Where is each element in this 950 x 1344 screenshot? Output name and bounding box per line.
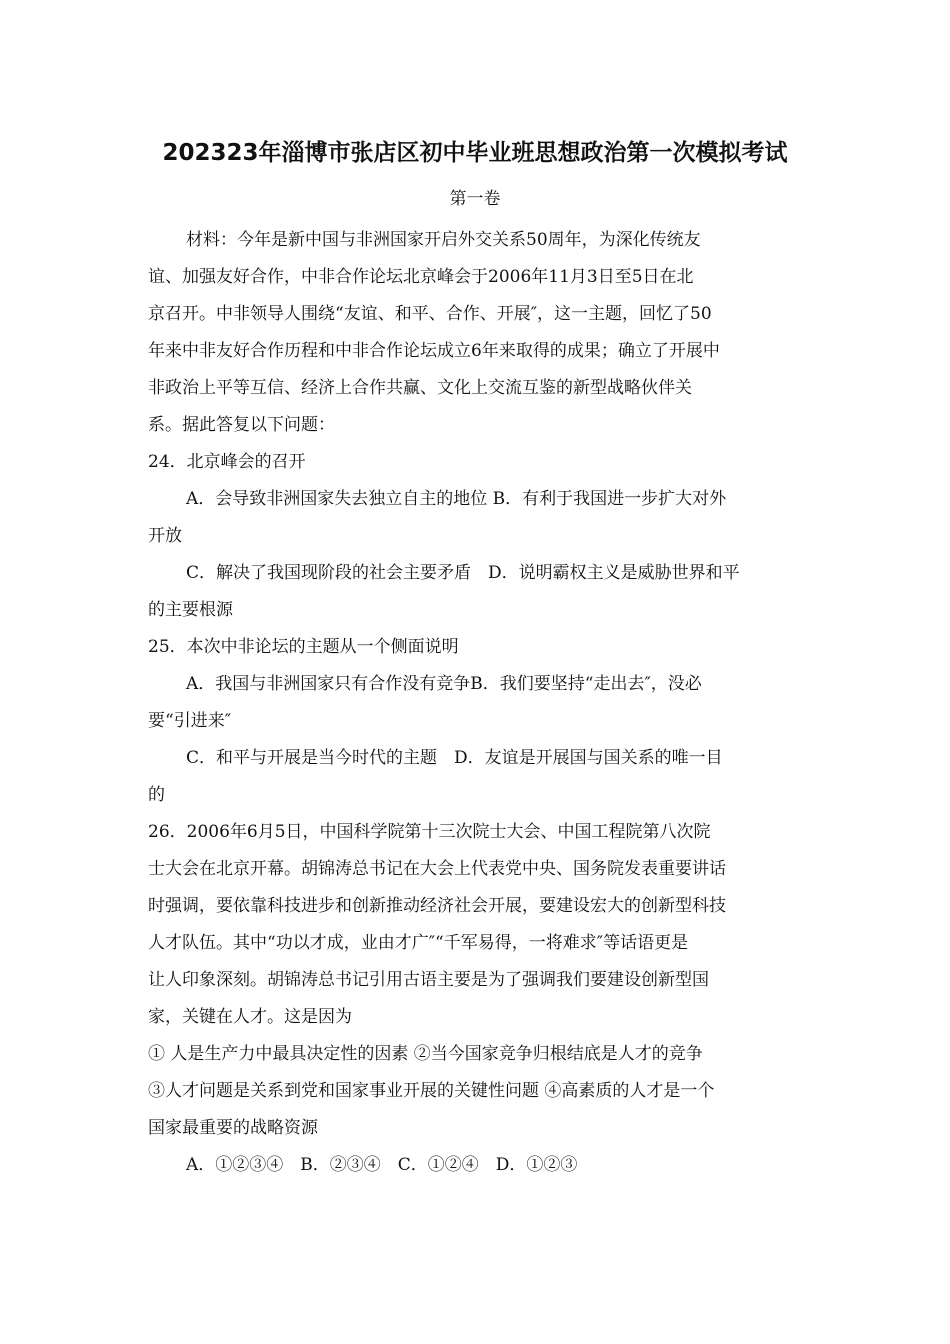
document-body (148, 222, 808, 1184)
text-line: 开放 (148, 526, 182, 546)
text-line: A．①②③④ B．②③④ C．①②④ D．①②③ (186, 1155, 578, 1175)
text-line: 时强调，要依靠科技进步和创新推动经济社会开展，要建设宏大的创新型科技 (148, 896, 726, 916)
text-line: 25．本次中非论坛的主题从一个侧面说明 (148, 637, 459, 657)
text-line: 让人印象深刻。胡锦涛总书记引用古语主要是为了强调我们要建设创新型国 (148, 970, 709, 990)
text-line: A．我国与非洲国家只有合作没有竞争B．我们要坚持“走出去″，没必 (186, 674, 702, 694)
text-line: 材料：今年是新中国与非洲国家开启外交关系50周年，为深化传统友 (186, 230, 701, 250)
text-line: A．会导致非洲国家失去独立自主的地位 B．有利于我国进一步扩大对外 (186, 489, 727, 509)
text-line: ③人才问题是关系到党和国家事业开展的关键性问题 ④高素质的人才是一个 (148, 1081, 715, 1101)
text-line: 谊、加强友好合作，中非合作论坛北京峰会于2006年11月3日至5日在北 (148, 267, 694, 287)
document-title: 202323年淄博市张店区初中毕业班思想政治第一次模拟考试 (162, 140, 788, 166)
text-line: 的主要根源 (148, 600, 233, 620)
text-line: 24．北京峰会的召开 (148, 452, 306, 472)
text-line: 国家最重要的战略资源 (148, 1118, 318, 1138)
text-line: 非政治上平等互信、经济上合作共赢、文化上交流互鉴的新型战略伙伴关 (148, 378, 692, 398)
text-line: 要“引进来″ (148, 711, 232, 731)
text-line: C．和平与开展是当今时代的主题 D．友谊是开展国与国关系的唯一目 (186, 748, 723, 768)
text-line: C．解决了我国现阶段的社会主要矛盾 D．说明霸权主义是威胁世界和平 (186, 563, 740, 583)
text-line: 26．2006年6月5日，中国科学院第十三次院士大会、中国工程院第八次院 (148, 822, 711, 842)
text-line: 士大会在北京开幕。胡锦涛总书记在大会上代表党中央、国务院发表重要讲话 (148, 859, 726, 879)
text-line: 的 (148, 785, 165, 805)
section-heading: 第一卷 (449, 189, 501, 209)
text-line: ① 人是生产力中最具决定性的因素 ②当今国家竞争归根结底是人才的竞争 (148, 1044, 703, 1064)
text-line: 年来中非友好合作历程和中非合作论坛成立6年来取得的成果；确立了开展中 (148, 341, 720, 361)
text-line: 家，关键在人才。这是因为 (148, 1007, 352, 1027)
text-line: 系。据此答复以下问题： (148, 415, 335, 435)
text-line: 人才队伍。其中“功以才成，业由才广″“千军易得，一将难求″等话语更是 (148, 933, 689, 953)
text-line: 京召开。中非领导人围绕“友谊、和平、合作、开展″，这一主题，回忆了50 (148, 304, 712, 324)
